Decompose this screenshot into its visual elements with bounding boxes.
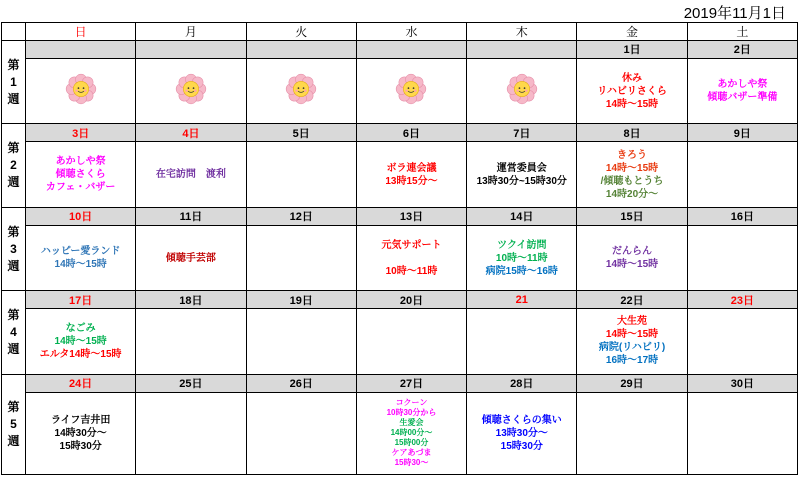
weekday-header: 土 (687, 23, 797, 41)
weekday-header-row (2, 23, 798, 41)
date-number-row (2, 41, 798, 59)
day-cell (246, 58, 356, 124)
event-line: 10時～11時 (495, 252, 548, 264)
date-number: 2日 (687, 41, 797, 59)
events-row (2, 225, 798, 291)
day-cell (26, 225, 136, 291)
date-number: 15日 (577, 207, 687, 225)
date-number: 23日 (687, 291, 797, 309)
event-line: 傾聴さくら (55, 169, 106, 181)
week-label-char: 1 (10, 74, 17, 89)
event-line: 14時00分～ (390, 428, 433, 438)
week-label-char: 第 (7, 308, 20, 323)
day-cell (136, 225, 246, 291)
date-number: 7日 (467, 124, 577, 142)
week-label-char: 週 (7, 175, 20, 190)
week-label-char: 週 (7, 258, 20, 273)
event-line: 14時～15時 (605, 329, 659, 341)
event-line: 14時～15時 (605, 98, 659, 110)
date-number: 11日 (136, 207, 246, 225)
event-line: 病院15時～16時 (485, 265, 558, 277)
day-cell (687, 309, 797, 375)
date-number (356, 41, 466, 59)
event-line: あかしや祭 (717, 79, 768, 91)
event-line: 14時30分～ (54, 427, 107, 439)
week-label-char: 第 (7, 141, 20, 156)
week-label-char: 第 (7, 399, 20, 414)
day-cell (356, 58, 466, 124)
date-number-row (2, 124, 798, 142)
event-line: 休み (622, 72, 643, 84)
week-label (2, 374, 26, 474)
day-cell (26, 58, 136, 124)
event-line: 生愛会 (399, 418, 424, 428)
event-line: だんらん (612, 246, 653, 257)
week-label-char: 週 (7, 342, 20, 357)
date-number: 4日 (136, 124, 246, 142)
date-number: 30日 (687, 374, 797, 392)
event-line: 13時30分~15時30分 (476, 175, 567, 187)
weekday-header: 木 (467, 23, 577, 41)
date-number (136, 41, 246, 59)
date-number-row (2, 374, 798, 392)
flower-icon (394, 98, 428, 109)
day-cell (687, 225, 797, 291)
date-number: 5日 (246, 124, 356, 142)
day-cell (467, 58, 577, 124)
date-number (467, 41, 577, 59)
week-label-char: 5 (10, 416, 17, 431)
week-label (2, 41, 26, 124)
event-line: 13時30分～ (495, 427, 548, 439)
day-cell (356, 309, 466, 375)
event-line: 10時～11時 (385, 265, 438, 277)
event-line: ボラ連会議 (386, 162, 437, 174)
event-line: 15時00分 (394, 438, 429, 448)
week-label (2, 207, 26, 290)
date-number: 27日 (356, 374, 466, 392)
day-cell (687, 392, 797, 474)
date-number: 28日 (467, 374, 577, 392)
event-line: きろう (617, 149, 648, 161)
event-line: 15時30～ (394, 458, 429, 468)
event-line: ハッピー愛ランド (40, 246, 121, 257)
day-cell (356, 142, 466, 208)
day-cell (577, 225, 687, 291)
date-number: 14日 (467, 207, 577, 225)
date-number: 6日 (356, 124, 466, 142)
event-line: リハビリさくら (597, 85, 667, 97)
day-cell (246, 225, 356, 291)
monthly-calendar (1, 22, 798, 475)
date-number: 25日 (136, 374, 246, 392)
week-label (2, 124, 26, 207)
date-number: 18日 (136, 291, 246, 309)
day-cell (26, 309, 136, 375)
event-line: ライフ吉井田 (50, 414, 111, 426)
event-line: 14時～15時 (54, 259, 107, 270)
event-line: カフェ・バザー (45, 182, 116, 194)
weekday-header: 日 (26, 23, 136, 41)
week-label-char: 第 (7, 224, 20, 239)
day-cell (577, 392, 687, 474)
event-line: 15時30分 (500, 440, 543, 452)
flower-icon (505, 98, 539, 109)
day-cell (356, 392, 466, 474)
week-label-char: 4 (10, 325, 17, 340)
event-line: 傾聴さくらの集い (481, 414, 562, 426)
date-number: 10日 (26, 207, 136, 225)
corner-cell (2, 23, 26, 41)
events-row (2, 58, 798, 124)
date-number: 12日 (246, 207, 356, 225)
weekday-header: 金 (577, 23, 687, 41)
flower-icon (174, 98, 208, 109)
event-line: 10時30分から (386, 408, 437, 418)
week-label-char: 週 (7, 433, 20, 448)
event-line: 運営委員会 (496, 162, 547, 174)
event-line: 14時～15時 (54, 335, 107, 347)
weekday-header: 水 (356, 23, 466, 41)
events-row (2, 309, 798, 375)
day-cell (687, 58, 797, 124)
date-number: 24日 (26, 374, 136, 392)
day-cell (136, 58, 246, 124)
event-line (357, 252, 466, 265)
date-number: 21 (467, 291, 577, 309)
event-line: コクーン (395, 398, 428, 408)
event-line: 大生苑 (617, 316, 648, 328)
event-line: エルタ14時～15時 (39, 348, 122, 360)
event-line: あかしや祭 (55, 156, 106, 168)
week-label-char: 3 (10, 241, 17, 256)
day-cell (467, 392, 577, 474)
day-cell (467, 142, 577, 208)
weekday-header: 月 (136, 23, 246, 41)
day-cell (246, 142, 356, 208)
event-line: 14時～15時 (605, 162, 659, 174)
date-number: 17日 (26, 291, 136, 309)
date-number: 22日 (577, 291, 687, 309)
day-cell (26, 142, 136, 208)
date-number: 19日 (246, 291, 356, 309)
date-number: 3日 (26, 124, 136, 142)
date-number: 16日 (687, 207, 797, 225)
week-label-char: 週 (7, 91, 20, 106)
date-number: 20日 (356, 291, 466, 309)
week-label-char: 2 (10, 158, 17, 173)
week-label-char: 第 (7, 57, 20, 72)
flower-icon (284, 98, 318, 109)
events-row (2, 142, 798, 208)
event-line: 15時30分 (59, 440, 102, 452)
day-cell (356, 225, 466, 291)
day-cell (577, 58, 687, 124)
event-line: なごみ (65, 322, 96, 334)
date-number: 9日 (687, 124, 797, 142)
event-line: 14時～15時 (605, 259, 659, 270)
weekday-header: 火 (246, 23, 356, 41)
event-line: 14時20分～ (605, 188, 659, 200)
day-cell (467, 225, 577, 291)
date-number: 1日 (577, 41, 687, 59)
date-number (26, 41, 136, 59)
event-line: 傾聴バザー準備 (707, 92, 778, 104)
day-cell (687, 142, 797, 208)
day-cell (246, 392, 356, 474)
day-cell (577, 309, 687, 375)
event-line: 在宅訪問 渡利 (155, 169, 226, 181)
events-row (2, 392, 798, 474)
event-line: 13時15分～ (385, 175, 438, 187)
day-cell (136, 142, 246, 208)
week-label (2, 291, 26, 374)
day-cell (246, 309, 356, 375)
event-line: 16時～17時 (605, 355, 659, 367)
event-line: 元気サポート (381, 239, 442, 251)
day-cell (467, 309, 577, 375)
date-number: 13日 (356, 207, 466, 225)
date-number: 29日 (577, 374, 687, 392)
event-line: 傾聴手芸部 (165, 252, 216, 264)
day-cell (136, 309, 246, 375)
flower-icon (64, 98, 98, 109)
date-number: 26日 (246, 374, 356, 392)
event-line: ツクイ訪問 (497, 239, 547, 251)
date-number-row (2, 291, 798, 309)
day-cell (136, 392, 246, 474)
event-line: /傾聴もとうち (600, 175, 664, 187)
day-cell (577, 142, 687, 208)
date-number-row (2, 207, 798, 225)
day-cell (26, 392, 136, 474)
event-line: 病院(リハビリ) (598, 342, 666, 354)
date-number: 8日 (577, 124, 687, 142)
event-line: ケアあづま (391, 448, 432, 458)
page-date-title: 2019年11月1日 (683, 5, 786, 22)
date-number (246, 41, 356, 59)
